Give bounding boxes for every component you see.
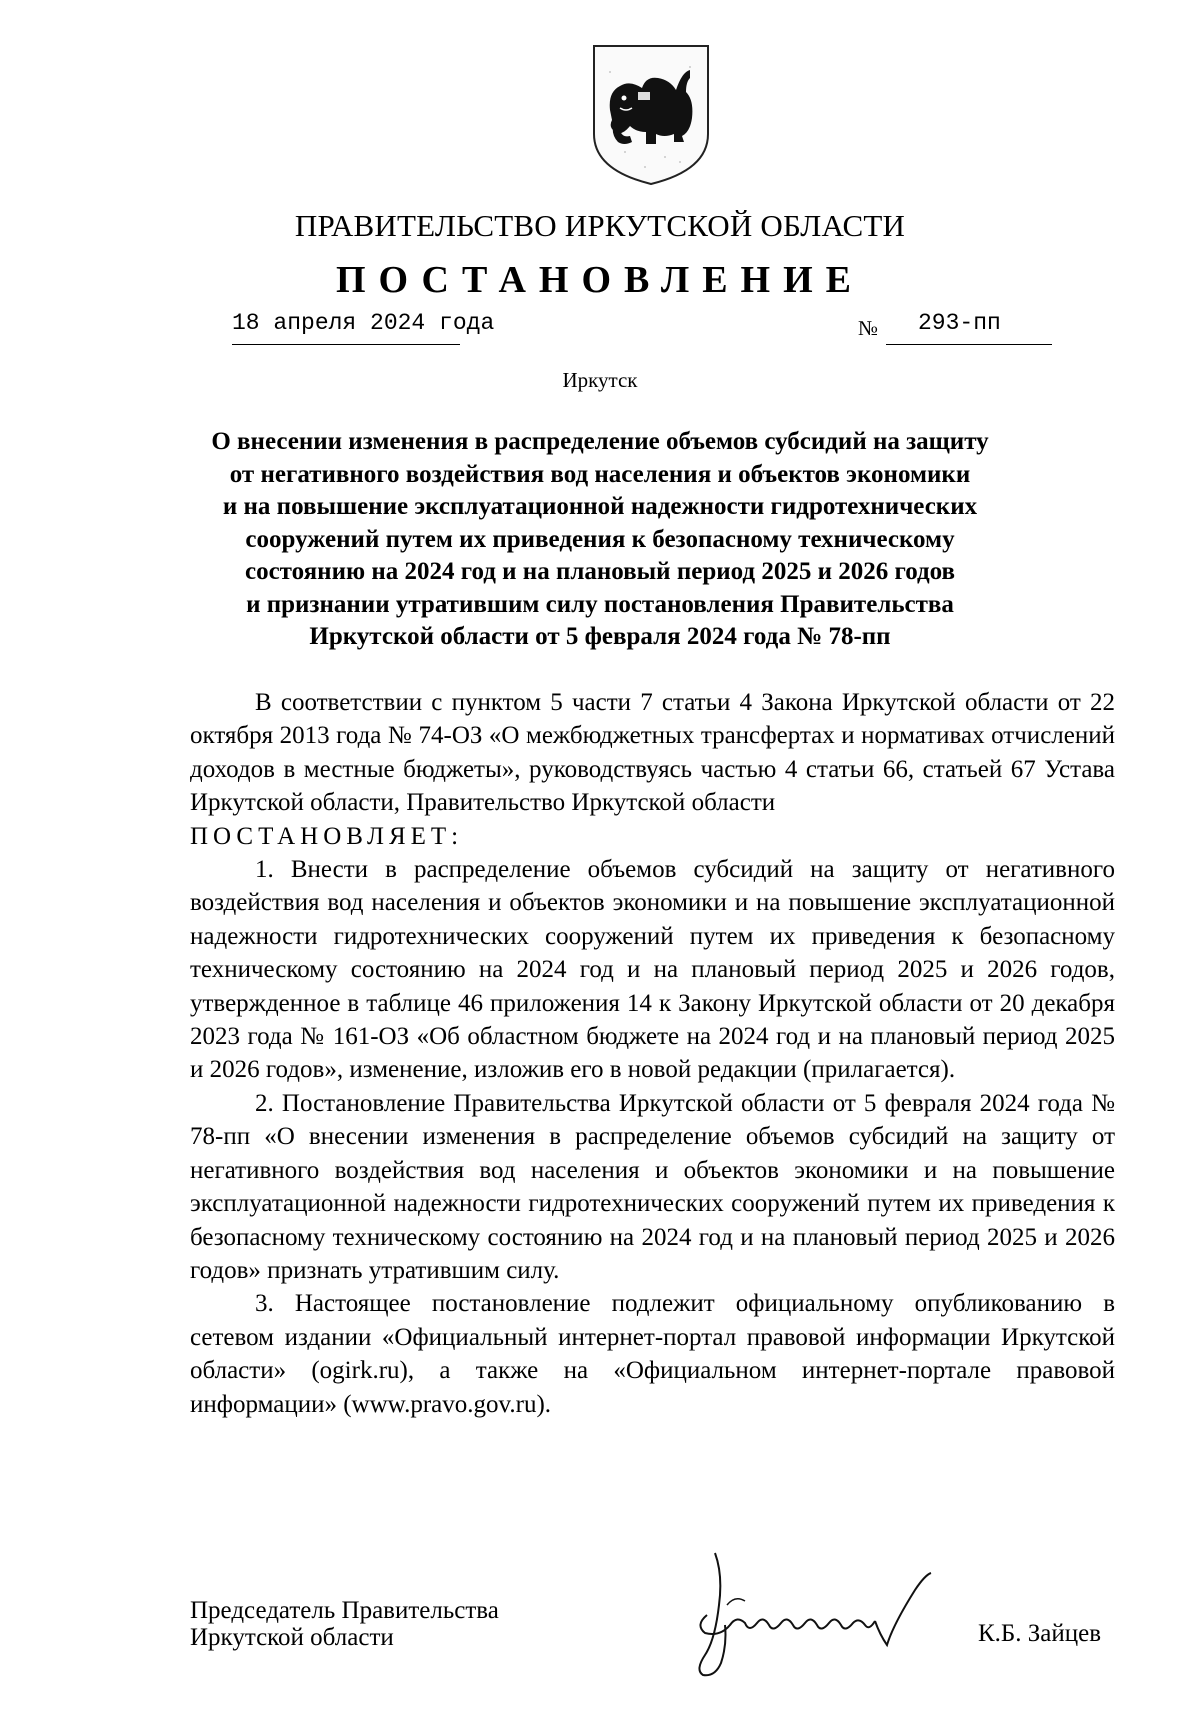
handwritten-signature-icon: [675, 1545, 960, 1680]
item-paragraph-2: 2. Постановление Правительства Иркутской области от 5 февраля 2024 года № 78-пп «О внесении изменения в распределение объемов субсидий на защиту от негативного воздействия вод населения и объектов экономики и на повышение эксплуатационной надежности гидротехнических сооружений путем их приведения к безопасному техническому состоянию на 2024 год и на плановый период 2025 и 2026 годов» признать утратившим силу.: [190, 1089, 1115, 1284]
preamble-paragraph: В соответствии с пунктом 5 части 7 статьи 4 Закона Иркутской области от 22 октября 2013 года № 74-ОЗ «О межбюджетных трансфертах и нормативах отчислений доходов в местные бюджеты», руководствуясь частью 4 статьи 66, статьей 67 Устава Иркутской области, Правительство Иркутской области: [190, 689, 1115, 817]
authority-name: ПРАВИТЕЛЬСТВО ИРКУТСКОЙ ОБЛАСТИ: [294, 208, 906, 243]
number-sign: №: [858, 316, 879, 340]
item-paragraph-3: 3. Настоящее постановление подлежит официальному опубликованию в сетевом издании «Официальный интернет-портал правовой информации Иркутской области» (ogirk.ru), а также на «Официальном интернет-портале правовой информации» (www.pravo.gov.ru).: [190, 1290, 1115, 1418]
document-type: ПОСТАНОВЛЕНИЕ: [335, 259, 865, 301]
subject-line: от негативного воздействия вод населения и объектов экономики: [229, 460, 971, 488]
document-body: [190, 686, 1115, 1421]
subject-line: и на повышение эксплуатационной надежности гидротехнических: [222, 493, 978, 520]
item-paragraph-1: 1. Внести в распределение объемов субсидий на защиту от негативного воздействия вод населения и объектов экономики и на повышение эксплуатационной надежности гидротехнических сооружений путем их приведения к безопасному техническому состоянию на 2024 год и на плановый период 2025 и 2026 годов, утвержденное в таблице 46 приложения 14 к Закону Иркутской области от 20 декабря 2023 года № 161-ОЗ «Об областном бюджете на 2024 год и на плановый период 2025 и 2026 годов», изменение, изложив его в новой редакции (прилагается).: [190, 856, 1115, 1084]
subject-line: сооружений путем их приведения к безопасному техническому: [245, 525, 955, 553]
signatory-title: [190, 1597, 499, 1651]
subject-line: О внесении изменения в распределение объемов субсидий на защиту: [211, 428, 989, 455]
date-underline: [232, 344, 460, 345]
signatory-title-line: Иркутской области: [190, 1624, 394, 1651]
irkutsk-babr-emblem-icon: [590, 42, 712, 187]
document-date: 18 апреля 2024 года: [232, 310, 495, 336]
document-subject: [180, 426, 1020, 654]
subject-line: и признании утратившим силу постановления Правительства: [246, 590, 954, 618]
document-number: 293-пп: [918, 310, 1001, 336]
resolves-heading: ПОСТАНОВЛЯЕТ:: [190, 822, 464, 850]
number-underline: [886, 344, 1052, 345]
signatory-title-line: Председатель Правительства: [190, 1597, 499, 1624]
subject-line: состоянию на 2024 год и на плановый период 2025 и 2026 годов: [244, 558, 956, 585]
signer-name: К.Б. Зайцев: [978, 1620, 1102, 1647]
document-city: Иркутск: [562, 368, 638, 392]
subject-line: Иркутской области от 5 февраля 2024 года № 78-пп: [309, 623, 891, 650]
